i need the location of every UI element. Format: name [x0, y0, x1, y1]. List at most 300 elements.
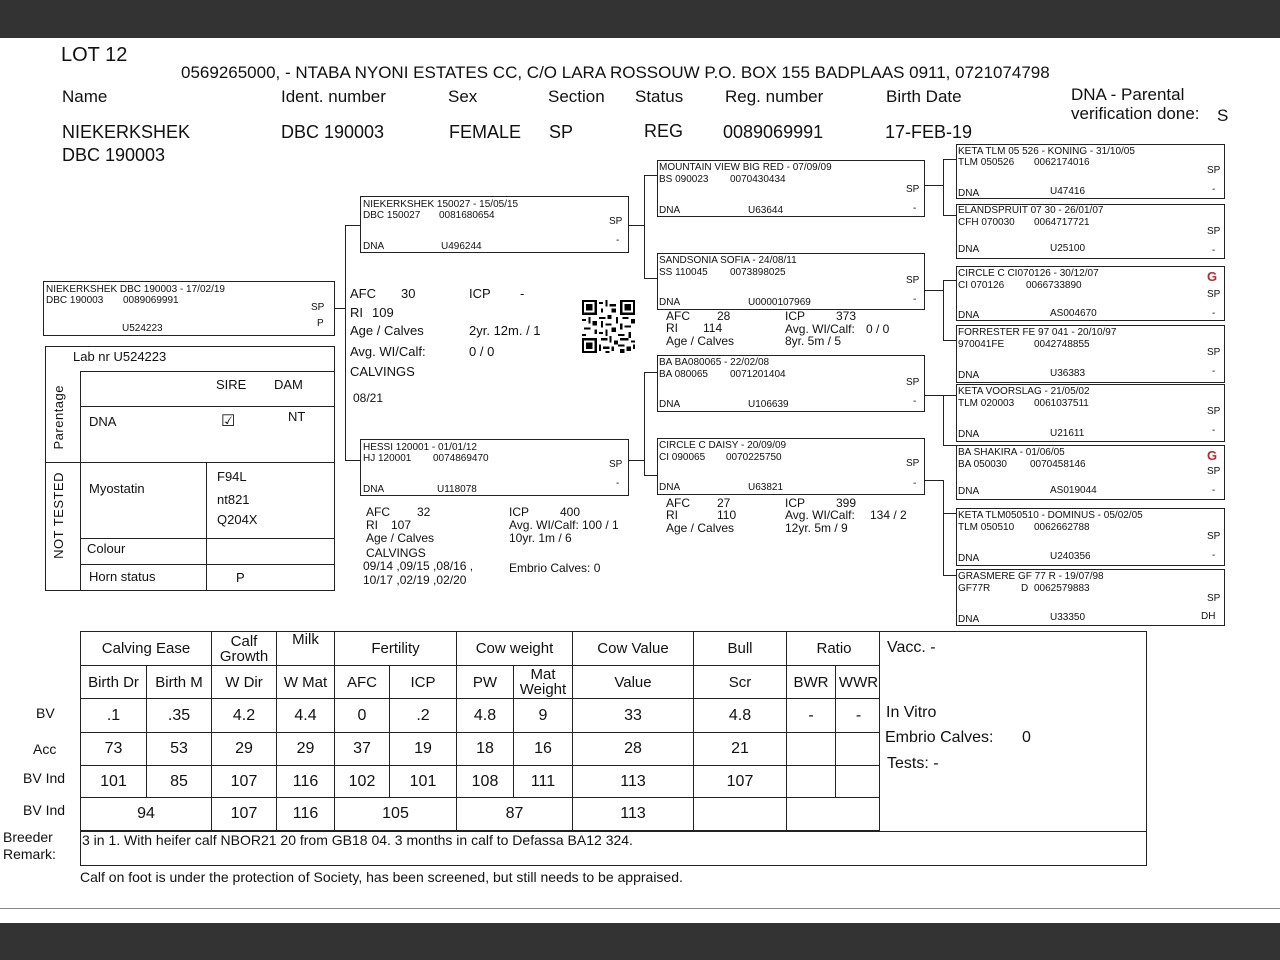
lot-number: LOT 12 [61, 44, 128, 66]
column-header: AFC [335, 666, 390, 699]
column-header: Birth M [147, 666, 212, 699]
acc-cell: 29 [277, 733, 335, 766]
col-status: Status [635, 87, 684, 106]
connector [345, 460, 360, 461]
bv-ind-grouped-row [81, 798, 882, 831]
breeder-label-2: Remark: [3, 846, 56, 862]
ind-group-cell: 94 [81, 798, 212, 831]
connector [943, 340, 956, 341]
gp-reg: 0070225750 [726, 452, 782, 463]
column-header-row [81, 666, 882, 699]
gp-reg: 0070430434 [730, 174, 786, 185]
group-header-row [81, 632, 882, 666]
lab-divider [80, 371, 81, 591]
ggp-title: BA SHAKIRA - 01/06/05 [958, 447, 1065, 458]
gp-title: BA BA080065 - 22/02/08 [659, 357, 770, 368]
ggp-box [956, 204, 1225, 259]
ggp-flag: - [1212, 425, 1216, 436]
col-name: Name [62, 87, 108, 106]
gp-ri: 114 [703, 321, 723, 335]
gp-ident: BA 080065 [659, 369, 708, 380]
connector [644, 175, 645, 278]
self-ident: DBC 190003 [46, 295, 104, 306]
ggp-dna-label: DNA [958, 370, 980, 381]
column-header: PW [457, 666, 514, 699]
ggp-section: SP [1207, 347, 1221, 358]
lab-number: Lab nr U524223 [73, 349, 167, 364]
bv-cell: 33 [573, 699, 694, 733]
ggp-dna-label: DNA [958, 310, 980, 321]
ggp-dna-label: DNA [958, 553, 980, 564]
ggp-reg: 0042748855 [1034, 339, 1090, 350]
connector [644, 278, 657, 279]
connector [943, 280, 944, 340]
ind-group-cell: 107 [212, 798, 277, 831]
column-header: Value [573, 666, 694, 699]
lab-not-tested: NOT TESTED [51, 472, 66, 559]
dam-box [360, 439, 629, 496]
ggp-dna: U21611 [1050, 428, 1085, 439]
col-dna-2: verification done: [1071, 104, 1200, 123]
ind-group-cell [787, 798, 882, 831]
ggp-box [956, 144, 1225, 199]
ggp-ident: BA 050030 [958, 459, 1007, 470]
connector [943, 395, 944, 445]
col-reg: Reg. number [725, 87, 824, 106]
tests-label: Tests: - [887, 755, 939, 772]
self-ri: 109 [372, 305, 394, 320]
gp-dna-label: DNA [659, 297, 681, 308]
gp-ident: SS 110045 [659, 267, 708, 278]
breeder-remark: 3 in 1. With heifer calf NBOR21 20 from GB18 04. 3 months in calf to Defassa BA12 324. [82, 832, 633, 848]
ggp-section: SP [1207, 165, 1221, 176]
gp-flag: - [913, 294, 917, 305]
ggp-dna-label: DNA [958, 429, 980, 440]
animal-sex: FEMALE [449, 122, 522, 142]
sire-dna-checkbox-icon: ☑ [221, 413, 236, 430]
ind-group-cell: 116 [277, 798, 335, 831]
ggp-dna: U240356 [1050, 551, 1091, 562]
gp-dna: U106639 [748, 399, 789, 410]
ggp-flag: - [1212, 245, 1216, 256]
bv-cell: 9 [514, 699, 573, 733]
lab-divider [80, 538, 335, 539]
ggp-box [956, 508, 1225, 566]
ind-cell [836, 766, 882, 798]
gp-section: SP [906, 377, 920, 388]
dam-dna: U118078 [437, 484, 477, 495]
ggp-box [956, 384, 1225, 442]
dam-reg: 0074869470 [433, 453, 489, 464]
connector [629, 460, 644, 461]
connector [943, 480, 944, 575]
dam-age-label: Age / Calves [366, 531, 435, 545]
ggp-reg: 0064717721 [1034, 217, 1090, 228]
ggp-ident: TLM 050510 [958, 522, 1015, 533]
acc-cell: 18 [457, 733, 514, 766]
acc-cell: 28 [573, 733, 694, 766]
sire-box [360, 196, 629, 253]
group-header: Cow Value [573, 632, 694, 666]
ind-cell: 108 [457, 766, 514, 798]
ggp-ident: CI 070126 [958, 280, 1005, 291]
row-label-bv: BV [36, 705, 55, 721]
group-header: Cow weight [457, 632, 573, 666]
qr-code [582, 300, 635, 353]
connector [345, 225, 360, 226]
ggp-reg: 0062579883 [1034, 583, 1090, 594]
gp-ri: 110 [717, 508, 737, 522]
ggp-box [956, 569, 1225, 626]
self-wi-label: Avg. WI/Calf: [350, 344, 426, 359]
gp-afc-label: AFC [666, 309, 690, 323]
column-header: W Dir [212, 666, 277, 699]
ind-group-cell: 87 [457, 798, 573, 831]
ggp-box [956, 325, 1225, 383]
self-dna: U524223 [122, 323, 163, 334]
acc-cell: 37 [335, 733, 390, 766]
column-header: Mat Weight [514, 666, 573, 699]
ind-group-cell: 113 [573, 798, 694, 831]
animal-status: REG [644, 121, 684, 141]
gp-dna: U0000107969 [748, 297, 811, 308]
acc-cell [836, 733, 882, 766]
column-header: Scr [694, 666, 787, 699]
row-label-bv-ind-grouped: BV Ind [23, 802, 66, 818]
col-section: Section [548, 87, 605, 106]
owner-line: 0569265000, - NTABA NYONI ESTATES CC, C/O LARA ROSSOUW P.O. BOX 155 BADPLAAS 0911, 0721074798 [181, 63, 1050, 82]
group-header: Milk [277, 632, 335, 666]
ggp-title: KETA TLM 05 526 - KONING - 31/10/05 [958, 146, 1135, 157]
self-title: NIEKERKSHEK DBC 190003 - 17/02/19 [46, 284, 225, 295]
gt-logo-icon: G [1207, 448, 1218, 463]
dam-calvings-1: 09/14 ,09/15 ,08/16 , [363, 559, 474, 573]
ggp-flag: - [1212, 485, 1216, 496]
lab-parentage: Parentage [51, 385, 66, 450]
connector [644, 372, 657, 373]
ind-cell: 107 [694, 766, 787, 798]
dam-embrio: Embrio Calves: 0 [509, 561, 601, 575]
self-calvings-label: CALVINGS [350, 364, 415, 379]
embrio-label: Embrio Calves: [885, 729, 994, 746]
lab-dam: DAM [274, 377, 303, 392]
gp-icp-label: ICP [785, 309, 806, 323]
self-flag: P [317, 318, 324, 329]
ggp-section: SP [1207, 531, 1221, 542]
ggp-title: KETA TLM050510 - DOMINUS - 05/02/05 [958, 510, 1143, 521]
group-header: Calf Growth [212, 632, 277, 666]
vacc-text: Vacc. - [887, 639, 936, 656]
connector [943, 280, 956, 281]
animal-section: SP [549, 122, 574, 142]
ggp-section: SP [1207, 466, 1221, 477]
bv-cell: 4.4 [277, 699, 335, 733]
gp-flag: - [913, 396, 917, 407]
connector [925, 185, 943, 186]
connector [345, 225, 346, 460]
group-header: Fertility [335, 632, 457, 666]
connector [629, 225, 644, 226]
ind-cell: 116 [277, 766, 335, 798]
animal-ident: DBC 190003 [281, 122, 385, 142]
self-afc: 30 [401, 286, 416, 301]
dam-icp-label: ICP [509, 505, 530, 519]
lab-myostatin: Myostatin [89, 481, 145, 496]
ggp-box [956, 445, 1225, 500]
bv-row [81, 699, 882, 733]
self-ri-label: RI [350, 305, 363, 320]
acc-cell: 53 [147, 733, 212, 766]
lab-divider [80, 371, 335, 372]
ggp-ident: TLM 050526 [958, 157, 1015, 168]
ggp-reg: 0062662788 [1034, 522, 1090, 533]
gp-afc: 28 [717, 309, 731, 323]
column-header: W Mat [277, 666, 335, 699]
top-bar [0, 0, 1280, 38]
lab-dna: DNA [89, 414, 117, 429]
granddam-maternal-box [657, 438, 925, 495]
sire-dna: U496244 [441, 241, 482, 252]
grandsire-paternal-box [657, 160, 925, 217]
dam-calvings-2: 10/17 ,02/19 ,02/20 [363, 573, 467, 587]
gp-dna: U63644 [748, 205, 784, 216]
bv-cell: .35 [147, 699, 212, 733]
connector [335, 308, 345, 309]
group-header: Ratio [787, 632, 882, 666]
connector [943, 395, 956, 396]
dam-title: HESSI 120001 - 01/01/12 [363, 442, 477, 453]
breeder-label-1: Breeder [3, 829, 53, 845]
ggp-dna: AS019044 [1050, 485, 1097, 496]
connector [644, 475, 657, 476]
dam-section: SP [609, 459, 623, 470]
self-age: 2yr. 12m. / 1 [469, 323, 541, 338]
breeding-value-table [80, 631, 882, 831]
gp-flag: - [913, 203, 917, 214]
sire-dna-label: DNA [363, 241, 385, 252]
ind-group-cell [694, 798, 787, 831]
dam-dna-label: DNA [363, 484, 385, 495]
animal-reg: 0089069991 [723, 122, 824, 142]
bottom-bar [0, 923, 1280, 960]
ggp-section: SP [1207, 226, 1221, 237]
gp-age-label: Age / Calves [666, 334, 735, 348]
connector [943, 159, 956, 160]
ggp-title: FORRESTER FE 97 041 - 20/10/97 [958, 327, 1117, 338]
self-icp: - [520, 286, 525, 301]
dam-ident: HJ 120001 [363, 453, 412, 464]
dam-ri: 107 [391, 518, 412, 532]
ggp-flag: - [1212, 308, 1216, 319]
column-header: ICP [390, 666, 457, 699]
gp-reg: 0073898025 [730, 267, 786, 278]
grandsire-maternal-box [657, 355, 925, 412]
connector [925, 395, 943, 396]
ggp-title: GRASMERE GF 77 R - 19/07/98 [958, 571, 1104, 582]
self-calvings: 08/21 [353, 391, 384, 405]
ind-cell: 102 [335, 766, 390, 798]
row-label-acc: Acc [33, 741, 57, 757]
acc-cell: 16 [514, 733, 573, 766]
ggp-title: CIRCLE C CI070126 - 30/12/07 [958, 268, 1099, 279]
lab-divider [206, 462, 207, 591]
myostatin-value: nt821 [217, 492, 250, 507]
acc-row [81, 733, 882, 766]
breeder-remark-box [80, 831, 1147, 866]
ggp-section: SP [1207, 593, 1221, 604]
dna-verification-value: S [1217, 106, 1229, 125]
bv-ind-row [81, 766, 882, 798]
group-header: Calving Ease [81, 632, 212, 666]
bv-cell: 0 [335, 699, 390, 733]
self-pedigree-box [43, 281, 335, 336]
gp-dna: U63821 [748, 482, 784, 493]
lab-horn: Horn status [89, 569, 156, 584]
ggp-ident: TLM 020003 [958, 398, 1015, 409]
col-sex: Sex [448, 87, 478, 106]
bv-cell: .2 [390, 699, 457, 733]
ggp-reg: 0066733890 [1026, 280, 1082, 291]
gp-age: 8yr. 5m / 5 [785, 334, 842, 348]
gp-age-label: Age / Calves [666, 521, 735, 535]
dam-flag: - [616, 478, 620, 489]
ggp-title: ELANDSPRUIT 07 30 - 26/01/07 [958, 205, 1104, 216]
ggp-flag: - [1212, 184, 1216, 195]
gp-section: SP [906, 458, 920, 469]
granddam-paternal-box [657, 253, 925, 310]
ggp-dna: U25100 [1050, 243, 1086, 254]
gt-logo-icon: G [1207, 269, 1218, 284]
sire-title: NIEKERKSHEK 150027 - 15/05/15 [363, 199, 519, 210]
ggp-dna: AS004670 [1050, 308, 1097, 319]
in-vitro-label: In Vitro [886, 704, 937, 721]
gp-ri-label: RI [666, 321, 678, 335]
dam-wi: 100 / 1 [582, 518, 619, 532]
sire-reg: 0081680654 [439, 210, 495, 221]
ggp-title: KETA VOORSLAG - 21/05/02 [958, 386, 1090, 397]
lab-colour: Colour [87, 541, 126, 556]
col-dna-1: DNA - Parental [1071, 85, 1185, 104]
column-header: WWR [836, 666, 882, 699]
gp-section: SP [906, 184, 920, 195]
lab-panel [45, 346, 335, 591]
dam-afc-label: AFC [366, 505, 390, 519]
ggp-reg: 0062174016 [1034, 157, 1090, 168]
dam-ri-label: RI [366, 518, 378, 532]
ind-cell: 113 [573, 766, 694, 798]
connector [644, 175, 657, 176]
self-afc-label: AFC [350, 286, 376, 301]
embrio-value: 0 [1022, 729, 1031, 746]
connector [943, 445, 956, 446]
self-age-label: Age / Calves [350, 323, 424, 338]
ggp-dna: U33350 [1050, 612, 1086, 623]
ggp-flag: - [1212, 550, 1216, 561]
animal-birth: 17-FEB-19 [885, 122, 973, 142]
gp-wi-label: Avg. WI/Calf: [785, 322, 855, 336]
gp-title: MOUNTAIN VIEW BIG RED - 07/09/09 [659, 162, 832, 173]
connector [943, 513, 956, 514]
dam-icp: 400 [560, 505, 581, 519]
bottom-divider [0, 908, 1280, 909]
self-icp-label: ICP [469, 286, 491, 301]
row-label-bv-ind: BV Ind [23, 770, 66, 786]
gp-age: 12yr. 5m / 9 [785, 521, 848, 535]
acc-cell: 19 [390, 733, 457, 766]
connector [925, 480, 943, 481]
gp-afc: 27 [717, 496, 731, 510]
dam-wi-label: Avg. WI/Calf: [509, 518, 579, 532]
ggp-reg: 0070458146 [1030, 459, 1086, 470]
sire-ident: DBC 150027 [363, 210, 421, 221]
sire-flag: - [616, 235, 620, 246]
acc-cell: 73 [81, 733, 147, 766]
ggp-flag: DH [1201, 611, 1216, 622]
dam-age: 10yr. 1m / 6 [509, 531, 572, 545]
gp-ident: CI 090065 [659, 452, 706, 463]
gp-wi: 134 / 2 [870, 508, 907, 522]
connector [943, 159, 944, 215]
connector [925, 290, 943, 291]
col-birth: Birth Date [886, 87, 962, 106]
acc-cell: 29 [212, 733, 277, 766]
ggp-section: SP [1207, 406, 1221, 417]
bv-cell: .1 [81, 699, 147, 733]
ggp-dna-label: DNA [958, 244, 980, 255]
lab-sire: SIRE [216, 377, 247, 392]
gp-title: CIRCLE C DAISY - 20/09/09 [659, 440, 787, 451]
connector [943, 215, 956, 216]
self-wi: 0 / 0 [469, 344, 495, 359]
myostatin-value: F94L [217, 469, 247, 484]
ind-cell: 107 [212, 766, 277, 798]
gp-icp-label: ICP [785, 496, 806, 510]
gp-reg: 0071201404 [730, 369, 786, 380]
dam-calvings-label: CALVINGS [366, 546, 426, 560]
ind-cell [787, 766, 836, 798]
animal-name-1: NIEKERKSHEK [62, 122, 191, 142]
gp-wi: 0 / 0 [866, 322, 890, 336]
ggp-ident: GF77R [958, 583, 991, 594]
ggp-reg: 0061037511 [1034, 398, 1089, 409]
myostatin-value: Q204X [217, 512, 258, 527]
connector [943, 575, 956, 576]
vacc-panel [879, 631, 1147, 832]
acc-cell [787, 733, 836, 766]
ggp-dna-label: DNA [958, 614, 980, 625]
column-header: Birth Dr [81, 666, 147, 699]
gp-flag: - [913, 478, 917, 489]
animal-name-2: DBC 190003 [62, 145, 166, 165]
lab-horn-value: P [236, 570, 245, 585]
self-section: SP [311, 302, 325, 313]
bv-cell: - [836, 699, 882, 733]
gp-icp: 373 [836, 309, 857, 323]
ggp-section: SP [1207, 289, 1221, 300]
ggp-box [956, 266, 1225, 321]
ind-cell: 111 [514, 766, 573, 798]
connector [644, 372, 645, 475]
gp-dna-label: DNA [659, 399, 681, 410]
ggp-ident: CFH 070030 [958, 217, 1015, 228]
footer-note: Calf on foot is under the protection of Society, has been screened, but still needs to be appraised. [80, 869, 683, 885]
gp-section: SP [906, 275, 920, 286]
gp-ident: BS 090023 [659, 174, 709, 185]
col-ident: Ident. number [281, 87, 386, 106]
ggp-ident: 970041FE [958, 339, 1005, 350]
lab-divider [80, 564, 335, 565]
acc-cell: 21 [694, 733, 787, 766]
